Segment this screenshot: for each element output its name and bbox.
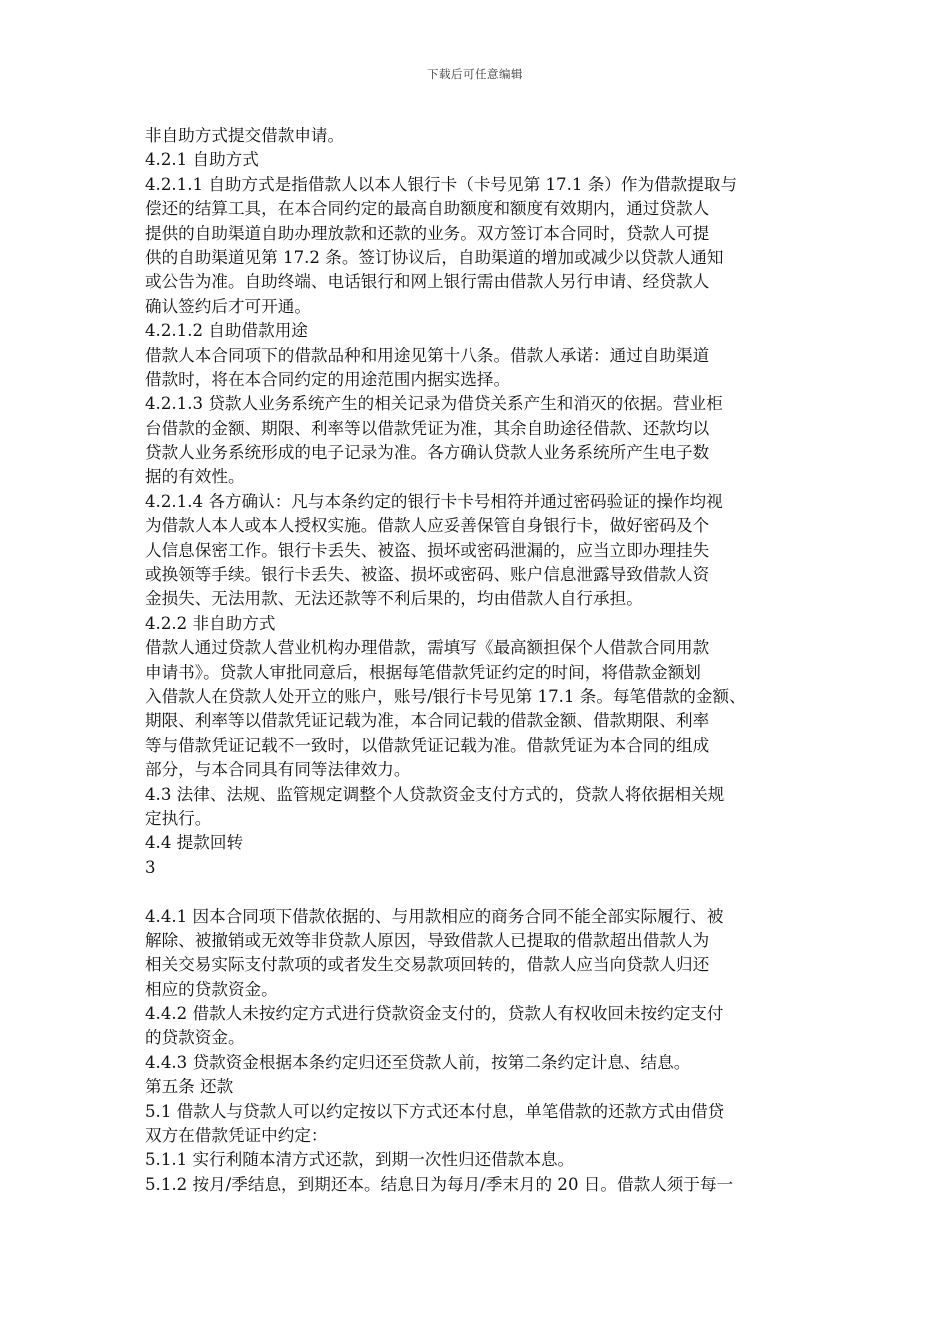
page-number: 3 bbox=[145, 857, 156, 877]
text-line: 供的自助渠道见第 17.2 条。签订协议后，自助渠道的增加或减少以贷款人通知 bbox=[145, 247, 724, 267]
text-line: 借款时，将在本合同约定的用途范围内据实选择。 bbox=[145, 369, 511, 389]
text-line: 4.3 法律、法规、监管规定调整个人贷款资金支付方式的，贷款人将依据相关规 bbox=[145, 784, 725, 804]
text-line: 或公告为准。自助终端、电话银行和网上银行需由借款人另行申请、经贷款人 bbox=[145, 272, 710, 292]
text-line: 借款人本合同项下的借款品种和用途见第十八条。借款人承诺：通过自助渠道 bbox=[145, 345, 710, 365]
text-line: 5.1.2 按月/季结息，到期还本。结息日为每月/季末月的 20 日。借款人须于每一 bbox=[145, 1174, 734, 1194]
text-line: 4.4.2 借款人未按约定方式进行贷款资金支付的，贷款人有权收回未按约定支付 bbox=[145, 1004, 724, 1024]
text-line: 定执行。 bbox=[145, 808, 212, 828]
blank-line bbox=[145, 880, 813, 904]
text-line: 的贷款资金。 bbox=[145, 1028, 245, 1048]
page-header: 下载后可任意编辑 bbox=[427, 67, 523, 81]
text-line: 提供的自助渠道自助办理放款和还款的业务。双方签订本合同时，贷款人可提 bbox=[145, 223, 710, 243]
text-line: 金损失、无法用款、无法还款等不利后果的，均由借款人自行承担。 bbox=[145, 589, 643, 609]
section-heading: 4.2.2 非自助方式 bbox=[145, 613, 276, 633]
text-line: 相关交易实际支付款项的或者发生交易款项回转的，借款人应当向贷款人归还 bbox=[145, 955, 710, 975]
text-line: 借款人通过贷款人营业机构办理借款，需填写《最高额担保个人借款合同用款 bbox=[145, 638, 710, 658]
text-line: 贷款人业务系统形成的电子记录为准。各方确认贷款人业务系统所产生电子数 bbox=[145, 443, 710, 463]
text-line: 据的有效性。 bbox=[145, 467, 245, 487]
text-line: 部分，与本合同具有同等法律效力。 bbox=[145, 760, 411, 780]
document-body bbox=[145, 124, 813, 1197]
text-line: 确认签约后才可开通。 bbox=[145, 296, 311, 316]
text-line: 人信息保密工作。银行卡丢失、被盗、损坏或密码泄漏的，应当立即办理挂失 bbox=[145, 540, 710, 560]
text-line: 台借款的金额、期限、利率等以借款凭证为准，其余自助途径借款、还款均以 bbox=[145, 418, 710, 438]
text-line: 4.4.1 因本合同项下借款依据的、与用款相应的商务合同不能全部实际履行、被 bbox=[145, 906, 724, 926]
text-line: 解除、被撤销或无效等非贷款人原因，导致借款人已提取的借款超出借款人为 bbox=[145, 930, 710, 950]
text-line: 为借款人本人或本人授权实施。借款人应妥善保管自身银行卡，做好密码及个 bbox=[145, 516, 710, 536]
text-line: 相应的贷款资金。 bbox=[145, 979, 278, 999]
text-line: 双方在借款凭证中约定： bbox=[145, 1126, 328, 1146]
article-heading: 第五条 还款 bbox=[145, 1077, 234, 1097]
text-line: 申请书》。贷款人审批同意后，根据每笔借款凭证约定的时间，将借款金额划 bbox=[145, 662, 701, 682]
text-line: 4.4.3 贷款资金根据本条约定归还至贷款人前，按第二条约定计息、结息。 bbox=[145, 1052, 691, 1072]
text-line: 非自助方式提交借款申请。 bbox=[145, 126, 345, 145]
section-heading: 4.2.1 自助方式 bbox=[145, 150, 259, 170]
text-line: 入借款人在贷款人处开立的账户，账号/银行卡号见第 17.1 条。每笔借款的金额、 bbox=[145, 686, 746, 706]
text-line: 4.2.1.3 贷款人业务系统产生的相关记录为借贷关系产生和消灭的依据。营业柜 bbox=[145, 394, 723, 414]
text-line: 等与借款凭证记载不一致时，以借款凭证记载为准。借款凭证为本合同的组成 bbox=[145, 735, 710, 755]
text-line: 5.1 借款人与贷款人可以约定按以下方式还本付息，单笔借款的还款方式由借贷 bbox=[145, 1101, 725, 1121]
text-line: 偿还的结算工具，在本合同约定的最高自助额度和额度有效期内，通过贷款人 bbox=[145, 199, 710, 219]
section-heading: 4.4 提款回转 bbox=[145, 833, 244, 853]
text-line: 4.2.1.4 各方确认：凡与本条约定的银行卡卡号相符并通过密码验证的操作均视 bbox=[145, 491, 723, 511]
text-line: 或换领等手续。银行卡丢失、被盗、损坏或密码、账户信息泄露导致借款人资 bbox=[145, 565, 710, 585]
section-heading: 4.2.1.2 自助借款用途 bbox=[145, 321, 308, 341]
text-line: 5.1.1 实行利随本清方式还款，到期一次性归还借款本息。 bbox=[145, 1150, 575, 1170]
text-line: 4.2.1.1 自助方式是指借款人以本人银行卡（卡号见第 17.1 条）作为借款提取与 bbox=[145, 174, 738, 194]
text-line: 期限、利率等以借款凭证记载为准，本合同记载的借款金额、借款期限、利率 bbox=[145, 711, 710, 731]
